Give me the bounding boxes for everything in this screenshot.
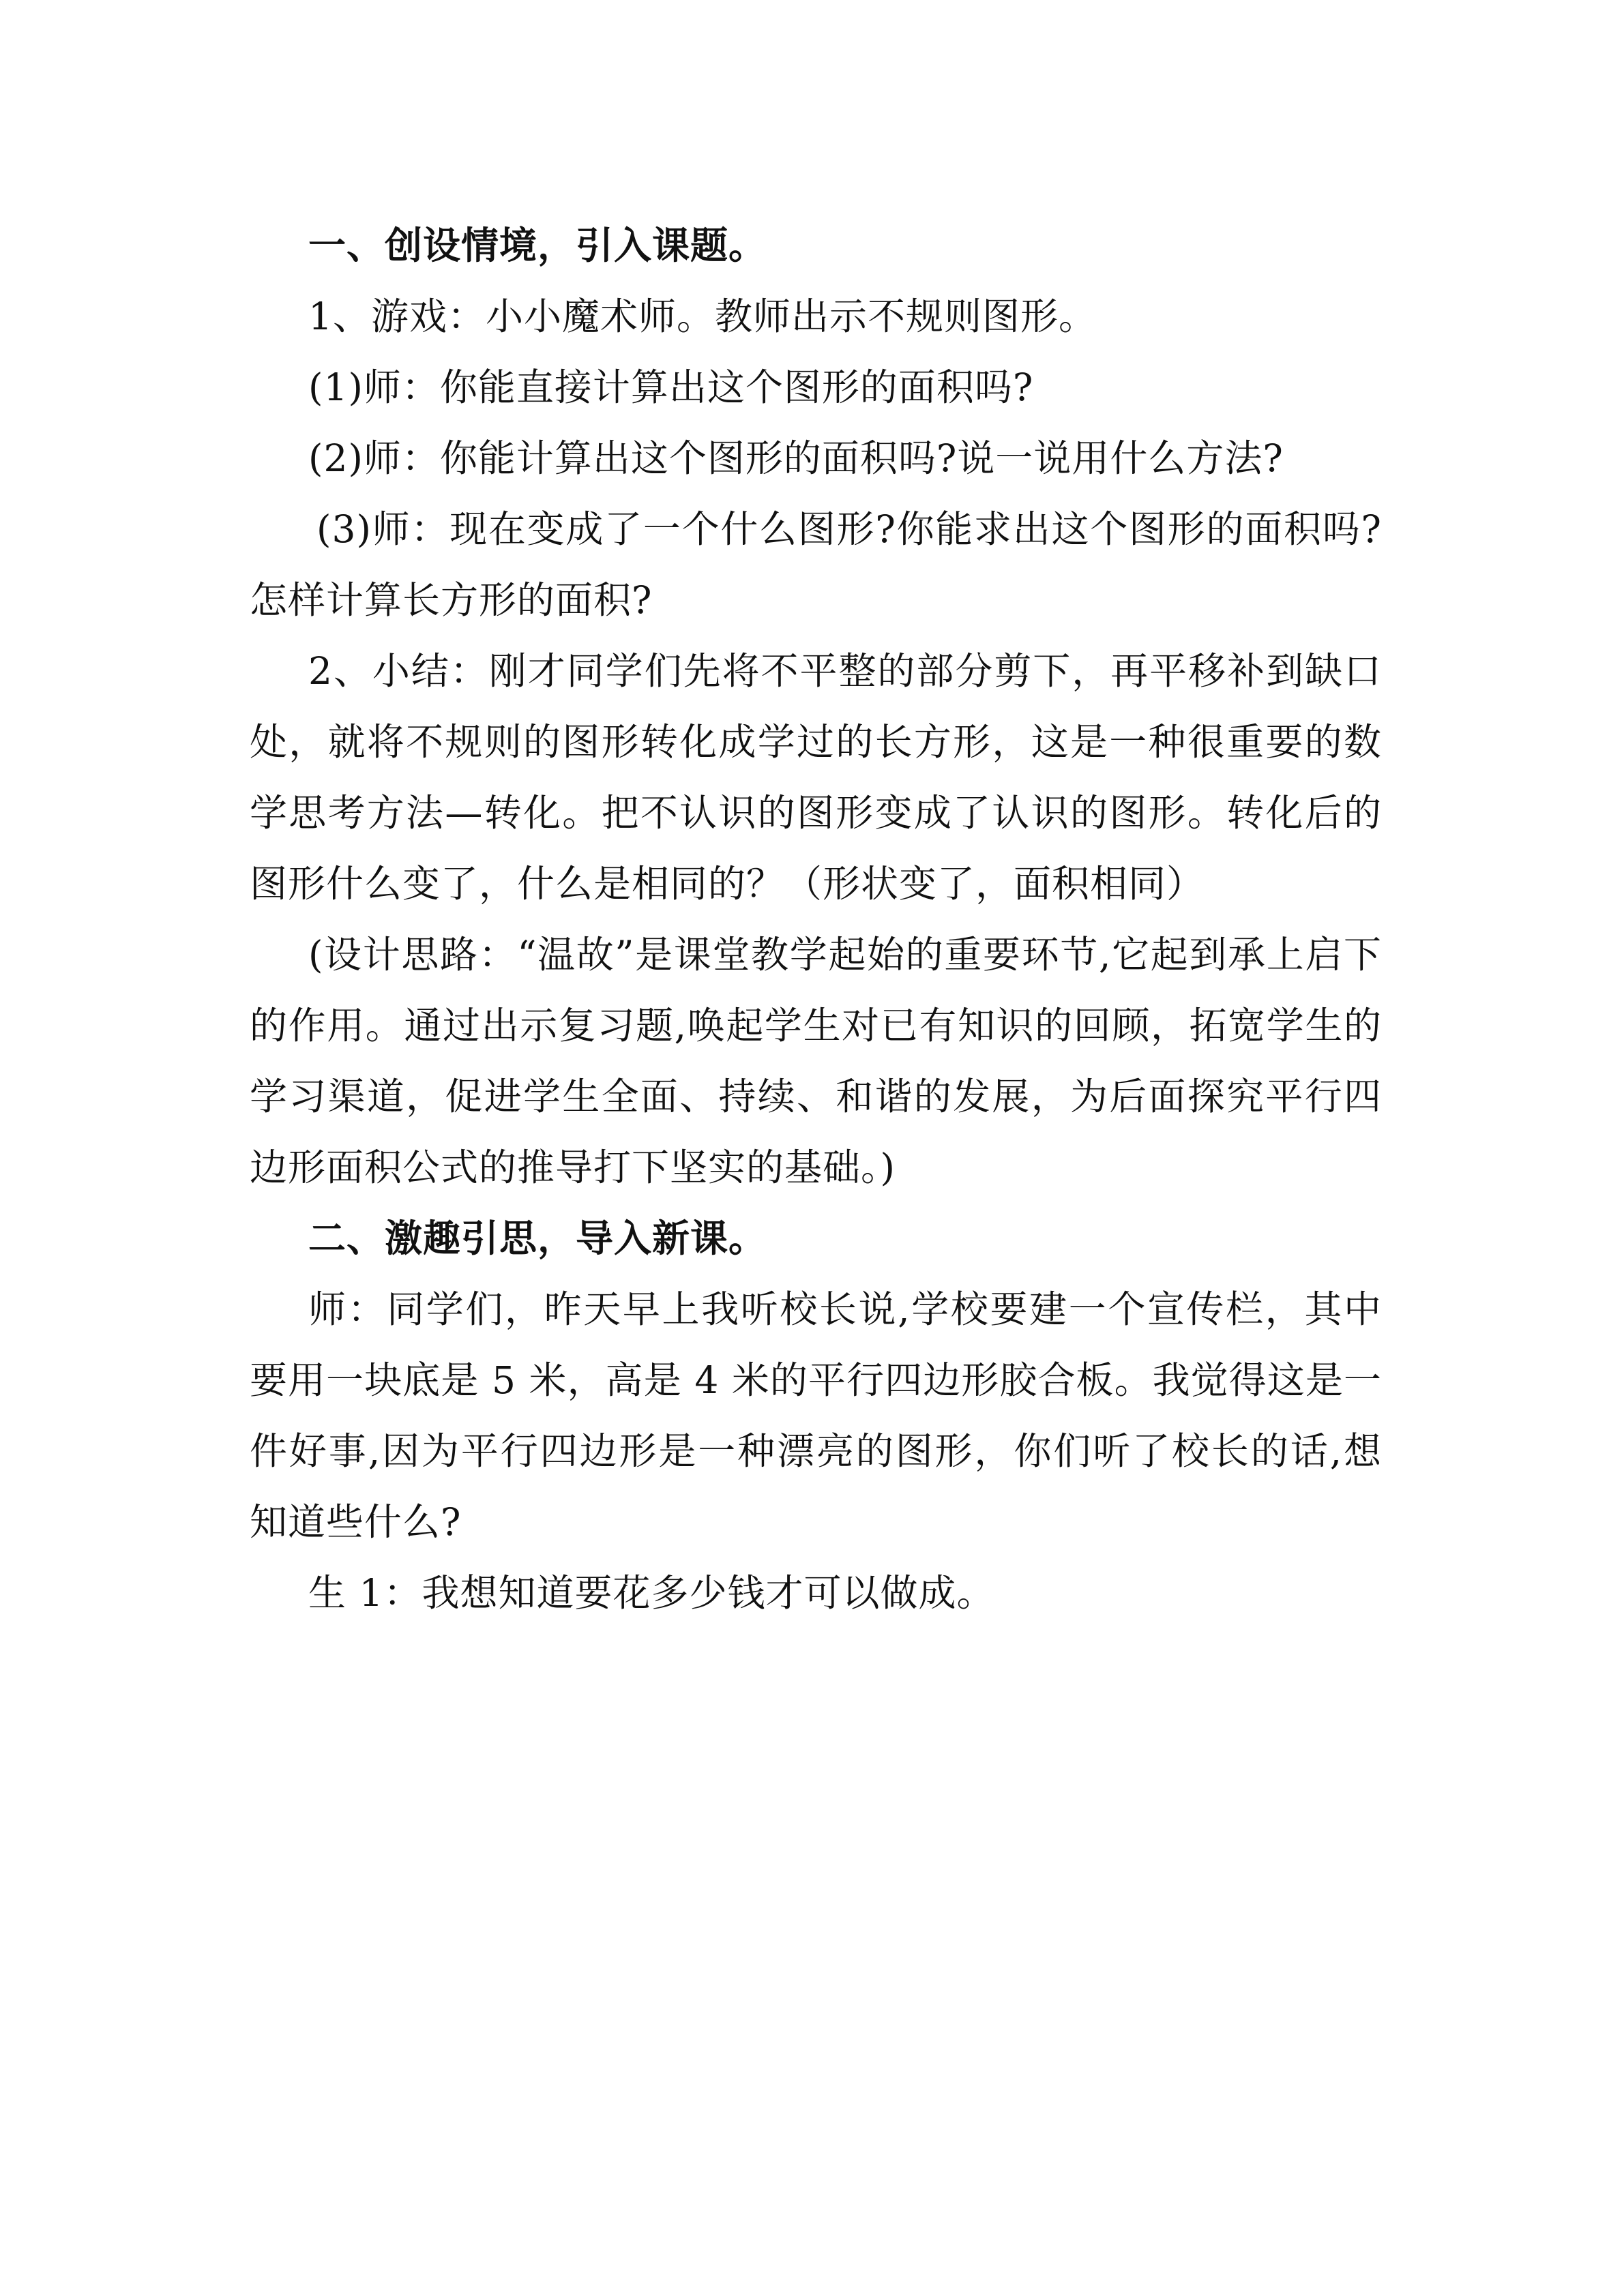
paragraph-design-idea: (设计思路：“温故”是课堂教学起始的重要环节,它起到承上启下的作用。通过出示复习题,唤起学生对已有知识的回顾，拓宽学生的学习渠道，促进学生全面、持续、和谐的发展，为后面探究平行四边形面积公式的推导打下坚实的基础。): [250, 933, 1382, 1189]
section-heading-2: 二、激趣引思，导入新课。: [308, 1217, 767, 1260]
paragraph-question-2: (2)师：你能计算出这个图形的面积吗?说一说用什么方法?: [308, 436, 1284, 480]
document-body: [250, 210, 1382, 1628]
paragraph-teacher: 师：同学们，昨天早上我听校长说,学校要建一个宣传栏，其中要用一块底是 5 米，高是 4 米的平行四边形胶合板。我觉得这是一件好事,因为平行四边形是一种漂亮的图形，你们听了校长的话,想知道些什么?: [250, 1287, 1382, 1544]
paragraph-summary: 2、小结：刚才同学们先将不平整的部分剪下，再平移补到缺口处，就将不规则的图形转化成学过的长方形，这是一种很重要的数学思考方法—转化。把不认识的图形变成了认识的图形。转化后的图形什么变了，什么是相同的？（形状变了，面积相同）: [250, 649, 1382, 906]
paragraph-question-1: (1)师：你能直接计算出这个图形的面积吗?: [308, 366, 1034, 409]
section-heading-1: 一、创设情境，引入课题。: [308, 224, 767, 267]
paragraph-student-1: 生 1：我想知道要花多少钱才可以做成。: [308, 1571, 995, 1615]
paragraph-question-3: (3)师：现在变成了一个什么图形?你能求出这个图形的面积吗?怎样计算长方形的面积?: [250, 507, 1382, 622]
paragraph-game: 1、游戏：小小魔术师。教师出示不规则图形。: [308, 295, 1097, 338]
